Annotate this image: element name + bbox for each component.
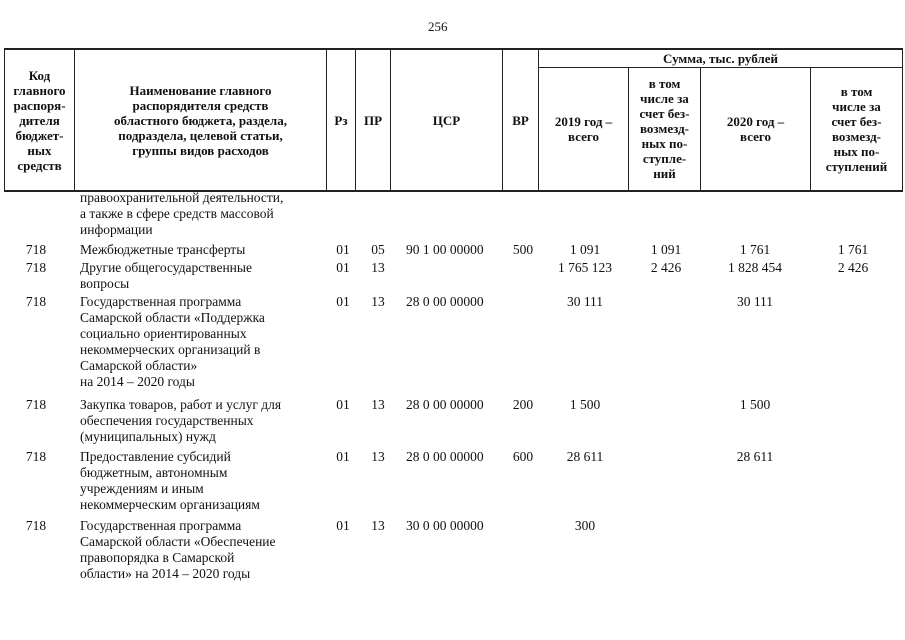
header-line: числе за [832, 98, 881, 114]
row-y2019-bezv: 1 091 [650, 242, 682, 257]
row-y2020: 1 761 [739, 242, 771, 257]
header-line: ний [653, 166, 676, 182]
row-name-line: Самарской области «Поддержка [80, 310, 265, 325]
header-line: возмезд- [640, 121, 689, 137]
header-line: Код [28, 67, 51, 83]
row-csr: 90 1 00 00000 [406, 242, 484, 257]
row-rz: 01 [336, 294, 350, 309]
header-vr: ВР [503, 49, 539, 191]
row-name-line: правопорядка в Самарской [80, 550, 235, 565]
header-line: 2019 год – [554, 113, 613, 129]
row-name-line: области» на 2014 – 2020 годы [80, 566, 251, 581]
header-line: Наименование главного [129, 82, 272, 98]
row-name-line: (муниципальных) нужд [80, 429, 216, 444]
row-rz: 01 [336, 449, 350, 464]
row-name-line: Закупка товаров, работ и услуг для [80, 397, 282, 412]
row-y2020: 30 111 [736, 294, 774, 309]
row-csr: 28 0 00 00000 [406, 449, 484, 464]
row-name [80, 397, 350, 445]
row-y2020: 28 611 [736, 449, 774, 464]
header-line: ступле- [642, 151, 687, 167]
header-line: средств [17, 157, 62, 173]
row-pr: 13 [371, 518, 385, 533]
row-name-line: некоммерческим организациям [80, 497, 260, 512]
header-rz: Рз [327, 49, 356, 191]
row-y2019-bezv: 2 426 [650, 260, 682, 275]
header-pr: ПР [356, 49, 391, 191]
header-line: числе за [640, 91, 689, 107]
header-line: подраздела, целевой статьи, [118, 127, 283, 143]
header-line: ных по- [833, 143, 880, 159]
row-name-line: правоохранительной деятельности, [80, 190, 284, 205]
row-name-line: некоммерческих организаций в [80, 342, 261, 357]
row-name-line: а также в сфере средств массовой [80, 206, 274, 221]
header-line: бюджет- [15, 127, 64, 143]
row-y2020-bezv: 2 426 [837, 260, 869, 275]
row-name [80, 242, 350, 258]
header-line: группы видов расходов [132, 142, 269, 158]
row-kod: 718 [25, 260, 47, 275]
page-number: 256 [428, 19, 448, 34]
header-line: дителя [19, 112, 60, 128]
row-vr: 600 [512, 449, 534, 464]
header-line: всего [740, 128, 771, 144]
row-pr: 13 [371, 294, 385, 309]
header-line: 2020 год – [726, 113, 785, 129]
row-name-line: информации [80, 222, 153, 237]
row-rz: 01 [336, 518, 350, 533]
row-rz: 01 [336, 397, 350, 412]
row-name-line: обеспечения государственных [80, 413, 254, 428]
header-line: распорядителя средств [132, 97, 269, 113]
header-line: главного [13, 82, 66, 98]
row-pr: 13 [371, 449, 385, 464]
row-name-line: бюджетным, автономным [80, 465, 228, 480]
row-y2019: 1 091 [569, 242, 601, 257]
row-name-line: Другие общегосударственные [80, 260, 252, 275]
row-name-line: Государственная программа [80, 518, 242, 533]
row-csr: 28 0 00 00000 [406, 397, 484, 412]
row-name-line: на 2014 – 2020 годы [80, 374, 195, 389]
row-pr: 13 [371, 397, 385, 412]
header-line: счет без- [831, 113, 882, 129]
row-kod: 718 [25, 518, 47, 533]
row-kod: 718 [25, 449, 47, 464]
header-summa: Сумма, тыс. рублей [539, 49, 903, 67]
header-line: в том [648, 76, 681, 92]
row-csr: 30 0 00 00000 [406, 518, 484, 533]
row-y2020-bezv: 1 761 [837, 242, 869, 257]
row-y2019: 28 611 [566, 449, 604, 464]
row-y2020: 1 828 454 [728, 260, 782, 275]
row-y2019: 1 500 [569, 397, 601, 412]
header-line: всего [568, 128, 599, 144]
row-name-line: социально ориентированных [80, 326, 247, 341]
row-pr: 05 [371, 242, 385, 257]
row-y2019: 30 111 [566, 294, 604, 309]
row-name-line: Предоставление субсидий [80, 449, 231, 464]
header-line: ступлений [825, 158, 888, 174]
row-name-line: учреждениям и иным [80, 481, 204, 496]
header-line: возмезд- [832, 128, 881, 144]
row-kod: 718 [25, 242, 47, 257]
row-pr: 13 [371, 260, 385, 275]
row-vr: 200 [512, 397, 534, 412]
row-name [80, 190, 350, 238]
header-line: ных по- [641, 136, 688, 152]
row-name-line: вопросы [80, 276, 130, 291]
row-kod: 718 [25, 397, 47, 412]
row-y2019: 1 765 123 [558, 260, 612, 275]
row-name [80, 518, 350, 582]
header-line: областного бюджета, раздела, [114, 112, 287, 128]
row-name [80, 294, 350, 390]
row-name-line: Межбюджетные трансферты [80, 242, 246, 257]
header-csr: ЦСР [391, 49, 503, 191]
row-name-line: Государственная программа [80, 294, 242, 309]
row-name [80, 260, 350, 292]
row-vr: 500 [512, 242, 534, 257]
row-rz: 01 [336, 260, 350, 275]
row-kod: 718 [25, 294, 47, 309]
header-line: счет без- [639, 106, 690, 122]
header-line: в том [840, 83, 873, 99]
row-y2020: 1 500 [739, 397, 771, 412]
row-name [80, 449, 350, 513]
row-rz: 01 [336, 242, 350, 257]
row-name-line: Самарской области» [80, 358, 198, 373]
row-y2019: 300 [574, 518, 596, 533]
header-line: ных [27, 142, 52, 158]
header-line: распоря- [13, 97, 66, 113]
row-csr: 28 0 00 00000 [406, 294, 484, 309]
row-name-line: Самарской области «Обеспечение [80, 534, 276, 549]
